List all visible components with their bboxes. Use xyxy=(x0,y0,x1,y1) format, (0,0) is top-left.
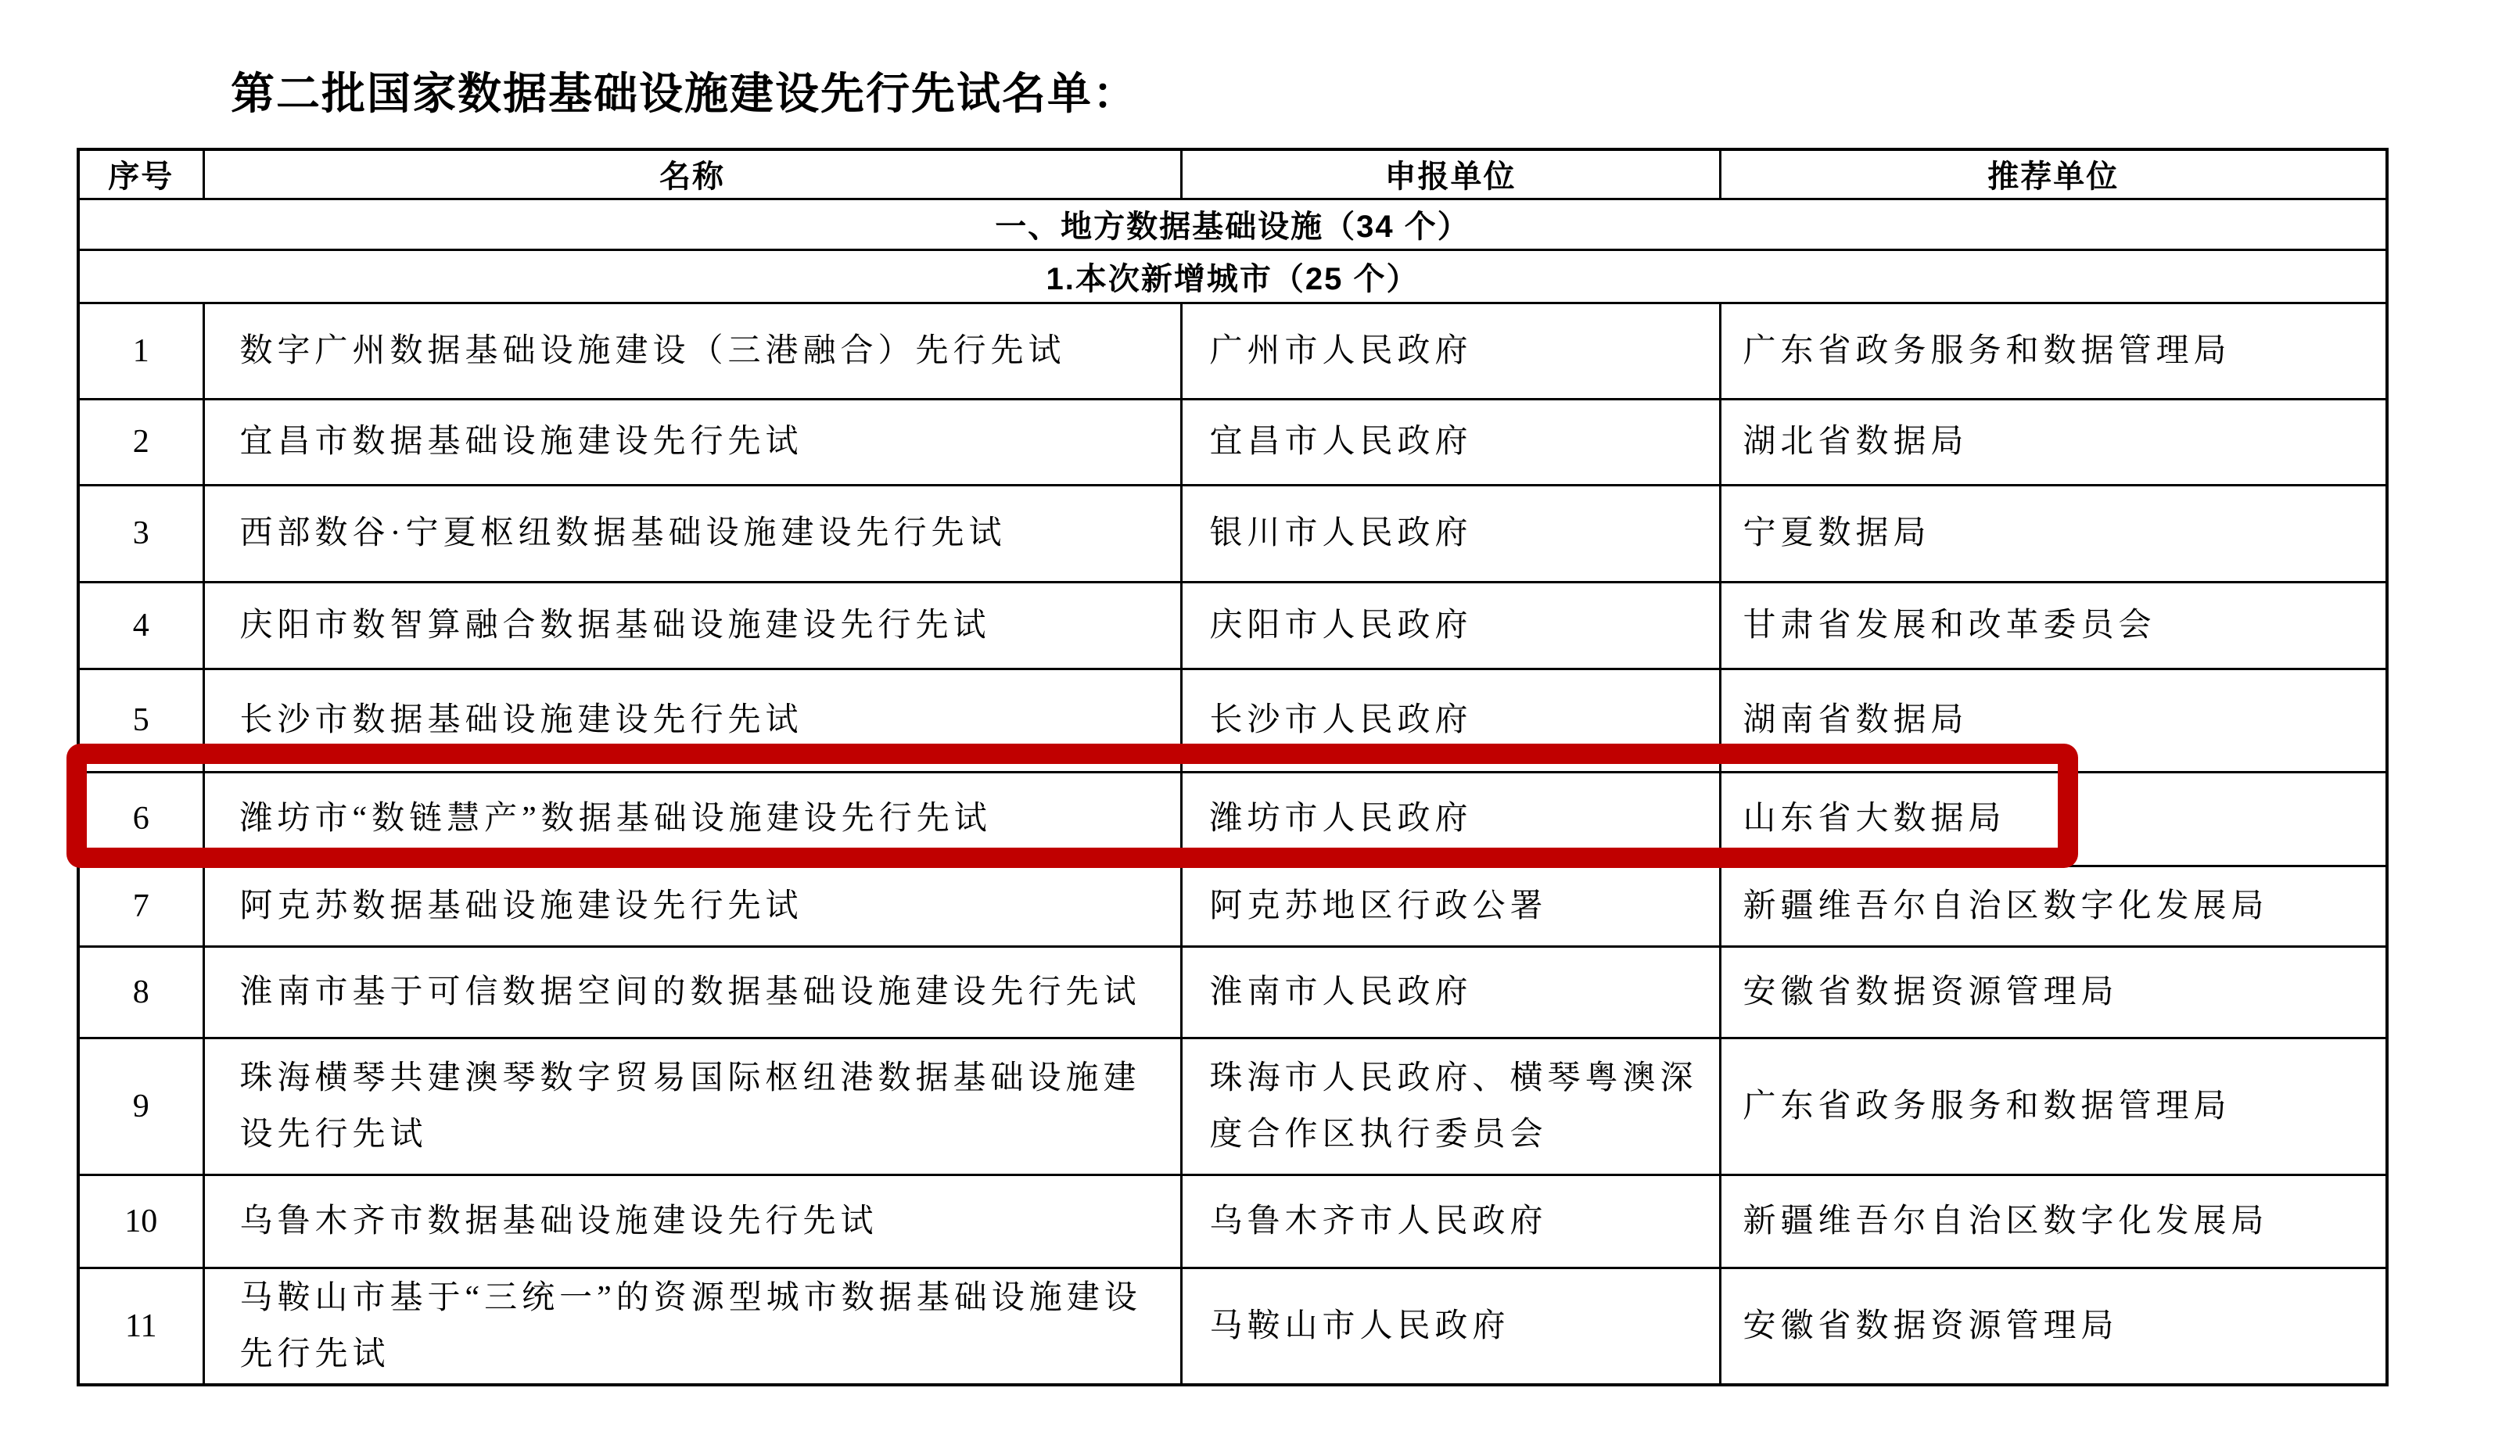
row-number: 3 xyxy=(78,485,203,582)
project-name: 马鞍山市基于“三统一”的资源型城市数据基础设施建设先行先试 xyxy=(203,1268,1181,1385)
table-row-highlighted xyxy=(78,772,2387,866)
applicant-unit: 乌鲁木齐市人民政府 xyxy=(1181,1174,1720,1268)
applicant-unit: 银川市人民政府 xyxy=(1181,485,1720,582)
row-number: 6 xyxy=(78,772,203,866)
recommender-unit: 安徽省数据资源管理局 xyxy=(1720,1268,2387,1385)
pilot-list-table xyxy=(77,148,2389,1386)
col-header-name: 名称 xyxy=(203,149,1181,199)
recommender-unit: 山东省大数据局 xyxy=(1720,772,2387,866)
section-label: 1.本次新增城市（25 个） xyxy=(78,249,2387,303)
applicant-unit: 庆阳市人民政府 xyxy=(1181,582,1720,669)
table-row xyxy=(78,946,2387,1038)
row-number: 7 xyxy=(78,866,203,946)
table-row xyxy=(78,399,2387,485)
applicant-unit: 马鞍山市人民政府 xyxy=(1181,1268,1720,1385)
recommender-unit: 宁夏数据局 xyxy=(1720,485,2387,582)
project-name: 宜昌市数据基础设施建设先行先试 xyxy=(203,399,1181,485)
project-name: 珠海横琴共建澳琴数字贸易国际枢纽港数据基础设施建设先行先试 xyxy=(203,1038,1181,1174)
project-name: 庆阳市数智算融合数据基础设施建设先行先试 xyxy=(203,582,1181,669)
applicant-unit: 长沙市人民政府 xyxy=(1181,669,1720,772)
recommender-unit: 新疆维吾尔自治区数字化发展局 xyxy=(1720,1174,2387,1268)
table-row xyxy=(78,1174,2387,1268)
page-title: 第二批国家数据基础设施建设先行先试名单： xyxy=(231,69,1138,118)
applicant-unit: 阿克苏地区行政公署 xyxy=(1181,866,1720,946)
recommender-unit: 甘肃省发展和改革委员会 xyxy=(1720,582,2387,669)
applicant-unit: 珠海市人民政府、横琴粤澳深度合作区执行委员会 xyxy=(1181,1038,1720,1174)
applicant-unit: 广州市人民政府 xyxy=(1181,303,1720,399)
recommender-unit: 广东省政务服务和数据管理局 xyxy=(1720,1038,2387,1174)
table-row xyxy=(78,866,2387,946)
row-number: 8 xyxy=(78,946,203,1038)
recommender-unit: 新疆维吾尔自治区数字化发展局 xyxy=(1720,866,2387,946)
row-number: 1 xyxy=(78,303,203,399)
table-row xyxy=(78,582,2387,669)
section-row-new-cities xyxy=(78,249,2387,303)
row-number: 10 xyxy=(78,1174,203,1268)
row-number: 5 xyxy=(78,669,203,772)
row-number: 9 xyxy=(78,1038,203,1174)
row-number: 11 xyxy=(78,1268,203,1385)
project-name: 潍坊市“数链慧产”数据基础设施建设先行先试 xyxy=(203,772,1181,866)
table-row xyxy=(78,1268,2387,1385)
project-name: 长沙市数据基础设施建设先行先试 xyxy=(203,669,1181,772)
row-number: 4 xyxy=(78,582,203,669)
table-header-row xyxy=(78,149,2387,199)
applicant-unit: 宜昌市人民政府 xyxy=(1181,399,1720,485)
applicant-unit: 潍坊市人民政府 xyxy=(1181,772,1720,866)
row-number: 2 xyxy=(78,399,203,485)
col-header-applicant: 申报单位 xyxy=(1181,149,1720,199)
recommender-unit: 湖南省数据局 xyxy=(1720,669,2387,772)
project-name: 淮南市基于可信数据空间的数据基础设施建设先行先试 xyxy=(203,946,1181,1038)
table-row xyxy=(78,303,2387,399)
section-label: 一、地方数据基础设施（34 个） xyxy=(78,199,2387,249)
project-name: 乌鲁木齐市数据基础设施建设先行先试 xyxy=(203,1174,1181,1268)
applicant-unit: 淮南市人民政府 xyxy=(1181,946,1720,1038)
col-header-recommender: 推荐单位 xyxy=(1720,149,2387,199)
col-header-no: 序号 xyxy=(78,149,203,199)
table-row xyxy=(78,1038,2387,1174)
project-name: 阿克苏数据基础设施建设先行先试 xyxy=(203,866,1181,946)
table-row xyxy=(78,669,2387,772)
recommender-unit: 广东省政务服务和数据管理局 xyxy=(1720,303,2387,399)
section-row-local-infrastructure xyxy=(78,199,2387,249)
table-row xyxy=(78,485,2387,582)
recommender-unit: 安徽省数据资源管理局 xyxy=(1720,946,2387,1038)
project-name: 数字广州数据基础设施建设（三港融合）先行先试 xyxy=(203,303,1181,399)
recommender-unit: 湖北省数据局 xyxy=(1720,399,2387,485)
project-name: 西部数谷·宁夏枢纽数据基础设施建设先行先试 xyxy=(203,485,1181,582)
